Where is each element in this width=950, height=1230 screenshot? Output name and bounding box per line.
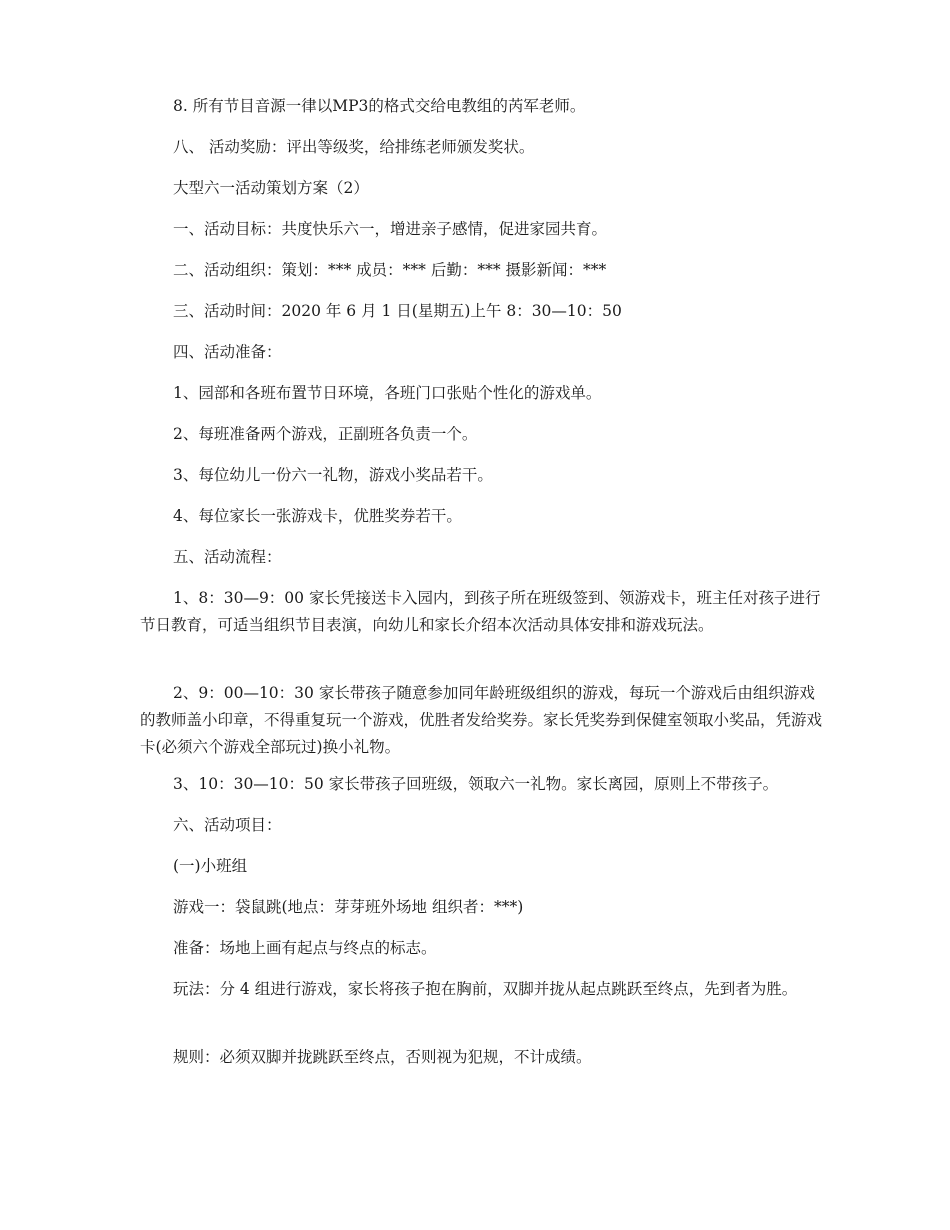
paragraph-audio-format: 8. 所有节目音源一律以MP3的格式交给电教组的芮军老师。 (173, 97, 586, 115)
paragraph-preparation-3: 3、每位幼儿一份六一礼物，游戏小奖品若干。 (173, 466, 493, 484)
paragraph-preparation-1: 1、园部和各班布置节日环境，各班门口张贴个性化的游戏单。 (173, 384, 602, 402)
paragraph-game-1: 游戏一：袋鼠跳(地点：芽芽班外场地 组织者：***) (173, 898, 524, 916)
paragraph-plan-title: 大型六一活动策划方案（2） (173, 179, 369, 197)
paragraph-game-1-howto: 玩法：分 4 组进行游戏，家长将孩子抱在胸前，双脚并拢从起点跳跃至终点，先到者为胜。 (173, 980, 798, 998)
paragraph-process-2: 2、9：00—10：30 家长带孩子随意参加同年龄班级组织的游戏，每玩一个游戏后由组织游戏的教师盖小印章，不得重复玩一个游戏，优胜者发给奖券。家长凭奖券到保健室领取小奖品，凭游戏卡(必须六个游戏全部玩过)换小礼物。 (140, 684, 823, 756)
paragraph-game-1-rules: 规则：必须双脚并拢跳跃至终点，否则视为犯规，不计成绩。 (173, 1048, 592, 1066)
paragraph-goal: 一、活动目标：共度快乐六一，增进亲子感情，促进家园共育。 (173, 220, 608, 238)
paragraph-preparation-2: 2、每班准备两个游戏，正副班各负责一个。 (173, 425, 478, 443)
paragraph-awards: 八、 活动奖励：评出等级奖，给排练老师颁发奖状。 (173, 138, 535, 156)
paragraph-projects-heading: 六、活动项目： (173, 816, 282, 834)
paragraph-process-3: 3、10：30—10：50 家长带孩子回班级，领取六一礼物。家长离园，原则上不带孩子。 (173, 775, 779, 793)
paragraph-game-1-prep: 准备：场地上画有起点与终点的标志。 (173, 939, 437, 957)
paragraph-organization: 二、活动组织：策划：*** 成员：*** 后勤：*** 摄影新闻：*** (173, 261, 607, 279)
paragraph-preparation-4: 4、每位家长一张游戏卡，优胜奖券若干。 (173, 507, 462, 525)
paragraph-small-class: (一)小班组 (173, 857, 248, 875)
paragraph-preparation-heading: 四、活动准备： (173, 343, 282, 361)
paragraph-process-1: 1、8：30—9：00 家长凭接送卡入园内，到孩子所在班级签到、领游戏卡，班主任对孩子进行节日教育，可适当组织节目表演，向幼儿和家长介绍本次活动具体安排和游戏玩法。 (140, 589, 821, 634)
paragraph-time: 三、活动时间：2020 年 6 月 1 日(星期五)上午 8：30—10：50 (173, 302, 622, 320)
paragraph-process-heading: 五、活动流程： (173, 548, 282, 566)
